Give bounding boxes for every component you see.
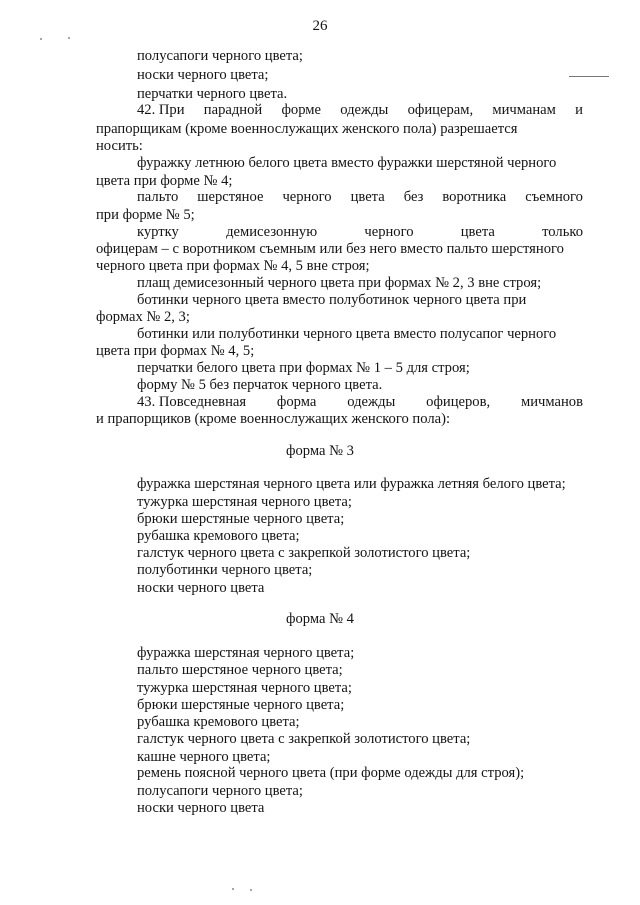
text-line: носки черного цвета; bbox=[137, 67, 269, 83]
word: и bbox=[575, 102, 583, 118]
list-item: тужурка шерстяная черного цвета; bbox=[137, 494, 352, 510]
word: только bbox=[542, 224, 583, 240]
list-item: полусапоги черного цвета; bbox=[137, 783, 303, 799]
text-line: при форме № 5; bbox=[96, 207, 195, 223]
text-line: ботинки черного цвета вместо полуботинок черного цвета при bbox=[137, 292, 527, 308]
word: одежды bbox=[340, 102, 389, 118]
text-line: цвета при формах № 4, 5; bbox=[96, 343, 255, 359]
list-item: галстук черного цвета с закрепкой золотистого цвета; bbox=[137, 545, 471, 561]
text-line: перчатки черного цвета. bbox=[137, 86, 288, 102]
text-line: носить: bbox=[96, 138, 143, 154]
text-line: прапорщикам (кроме военнослужащих женского пола) разрешается bbox=[96, 121, 518, 137]
text-line: формах № 2, 3; bbox=[96, 309, 190, 325]
list-item: рубашка кремового цвета; bbox=[137, 528, 300, 544]
list-item: рубашка кремового цвета; bbox=[137, 714, 300, 730]
word: офицерам, bbox=[407, 102, 474, 118]
text-line: черного цвета при формах № 4, 5 вне строя; bbox=[96, 258, 370, 274]
list-item: полуботинки черного цвета; bbox=[137, 562, 313, 578]
list-item: кашне черного цвета; bbox=[137, 749, 271, 765]
page-number: 26 bbox=[312, 18, 328, 34]
word: форма bbox=[276, 394, 317, 410]
text-line: перчатки белого цвета при формах № 1 – 5 для строя; bbox=[137, 360, 470, 376]
word: 42. При bbox=[137, 102, 185, 118]
list-item: фуражка шерстяная черного цвета или фуражка летняя белого цвета; bbox=[137, 476, 566, 492]
word: мичманов bbox=[520, 394, 583, 410]
list-item: тужурка шерстяная черного цвета; bbox=[137, 680, 352, 696]
section-heading-form-4: форма № 4 bbox=[286, 611, 354, 627]
scan-speck bbox=[232, 888, 234, 890]
list-item: носки черного цвета bbox=[137, 580, 265, 596]
list-item: брюки шерстяные черного цвета; bbox=[137, 511, 345, 527]
list-item: ремень поясной черного цвета (при форме одежды для строя); bbox=[137, 765, 525, 781]
scan-mark bbox=[569, 76, 609, 77]
section-heading-form-3: форма № 3 bbox=[286, 443, 354, 459]
word: черного bbox=[364, 224, 414, 240]
text-line: плащ демисезонный черного цвета при формах № 2, 3 вне строя; bbox=[137, 275, 542, 291]
word: без bbox=[403, 189, 424, 205]
text-line-justified bbox=[137, 394, 583, 411]
text-line: полусапоги черного цвета; bbox=[137, 48, 303, 64]
word: съемного bbox=[525, 189, 583, 205]
text-line: и прапорщиков (кроме военнослужащих женского пола): bbox=[96, 411, 451, 427]
list-item: брюки шерстяные черного цвета; bbox=[137, 697, 345, 713]
scan-speck bbox=[40, 38, 42, 40]
text-line-justified bbox=[137, 189, 583, 206]
word: 43. Повседневная bbox=[137, 394, 247, 410]
word: мичманам bbox=[492, 102, 556, 118]
list-item: фуражка шерстяная черного цвета; bbox=[137, 645, 355, 661]
word: шерстяное bbox=[197, 189, 264, 205]
word: форме bbox=[281, 102, 321, 118]
list-item: пальто шерстяное черного цвета; bbox=[137, 662, 343, 678]
word: воротника bbox=[442, 189, 507, 205]
text-line: цвета при форме № 4; bbox=[96, 173, 233, 189]
text-line: ботинки или полуботинки черного цвета вместо полусапог черного bbox=[137, 326, 557, 342]
word: черного bbox=[282, 189, 332, 205]
text-line: офицерам – с воротником съемным или без него вместо пальто шерстяного bbox=[96, 241, 564, 257]
word: парадной bbox=[203, 102, 263, 118]
word: офицеров, bbox=[426, 394, 491, 410]
text-line: фуражку летнюю белого цвета вместо фуражки шерстяной черного bbox=[137, 155, 557, 171]
word: цвета bbox=[460, 224, 495, 240]
scan-speck bbox=[68, 37, 70, 39]
word: куртку bbox=[137, 224, 179, 240]
text-line-justified bbox=[137, 224, 583, 241]
word: одежды bbox=[347, 394, 396, 410]
text-line-justified bbox=[137, 102, 583, 119]
scan-speck bbox=[250, 889, 252, 891]
word: цвета bbox=[350, 189, 385, 205]
text-line: форму № 5 без перчаток черного цвета. bbox=[137, 377, 383, 393]
list-item: носки черного цвета bbox=[137, 800, 265, 816]
list-item: галстук черного цвета с закрепкой золотистого цвета; bbox=[137, 731, 471, 747]
word: демисезонную bbox=[226, 224, 318, 240]
word: пальто bbox=[137, 189, 179, 205]
